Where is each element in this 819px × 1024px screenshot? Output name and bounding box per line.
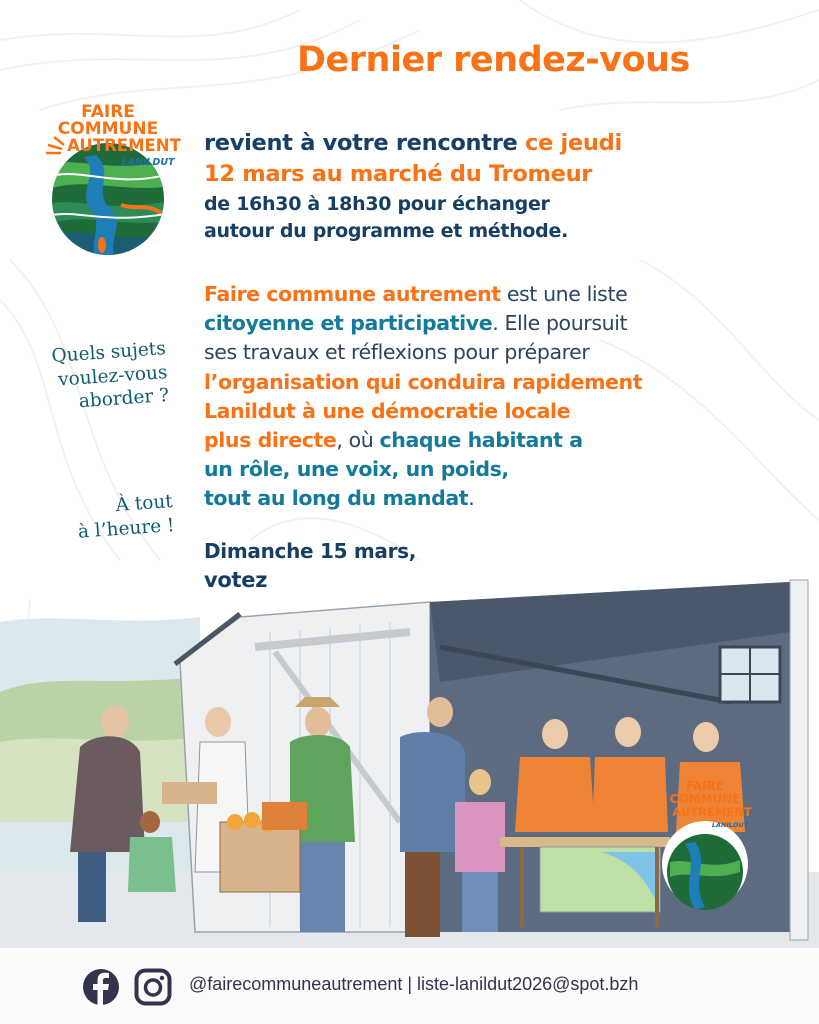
event-intro [204, 128, 744, 244]
svg-text:LANILDUT: LANILDUT [711, 821, 749, 829]
list-description: Faire commune autrement est une liste citoyenne et participative. Elle poursuit ses travaux et réflexions pour préparer l’organisation qui conduira rapidement Lanildut à une démocratie locale plus directe, où chaque habitant a un rôle, une voix, un poids, tout au long du mandat. [204, 282, 643, 511]
intro-date-location: 12 mars au marché du Tromeur [204, 161, 593, 187]
svg-text:COMMUNE: COMMUNE [57, 119, 159, 139]
intro-line1: revient à votre rencontre [204, 130, 526, 156]
svg-text:FAIRE: FAIRE [685, 779, 725, 793]
intro-topic: autour du programme et méthode. [204, 220, 568, 242]
vote-cta: votez [204, 568, 268, 592]
illustration-logo-badge [662, 779, 752, 910]
list-name: Faire commune autrement [204, 282, 501, 306]
faire-commune-autrement-logo [36, 95, 186, 260]
instagram-icon[interactable] [134, 968, 172, 1006]
svg-text:AUTREMENT: AUTREMENT [672, 805, 752, 819]
contact-info[interactable]: @fairecommuneautrement | liste-lanildut2026@spot.bzh [189, 974, 639, 994]
vote-date: Dimanche 15 mars, [204, 539, 417, 563]
market-illustration [0, 572, 819, 950]
svg-text:FAIRE: FAIRE [81, 102, 135, 122]
list-nature: citoyenne et participative [204, 311, 493, 336]
svg-text:COMMUNE: COMMUNE [669, 792, 741, 806]
facebook-icon[interactable] [82, 968, 120, 1006]
svg-text:LANILDUT: LANILDUT [121, 157, 175, 168]
side-farewell: À tout à l’heure ! [77, 491, 176, 543]
vote-callout [204, 538, 416, 595]
footer [0, 948, 819, 1024]
page-title: Dernier rendez-vous [297, 40, 690, 80]
social-icons [82, 968, 172, 1006]
svg-text:AUTREMENT: AUTREMENT [67, 136, 181, 155]
intro-time: de 16h30 à 18h30 pour échanger [204, 193, 550, 215]
side-question: Quels sujets voulez-vous aborder ? [50, 338, 170, 413]
intro-day: ce jeudi [525, 130, 622, 156]
